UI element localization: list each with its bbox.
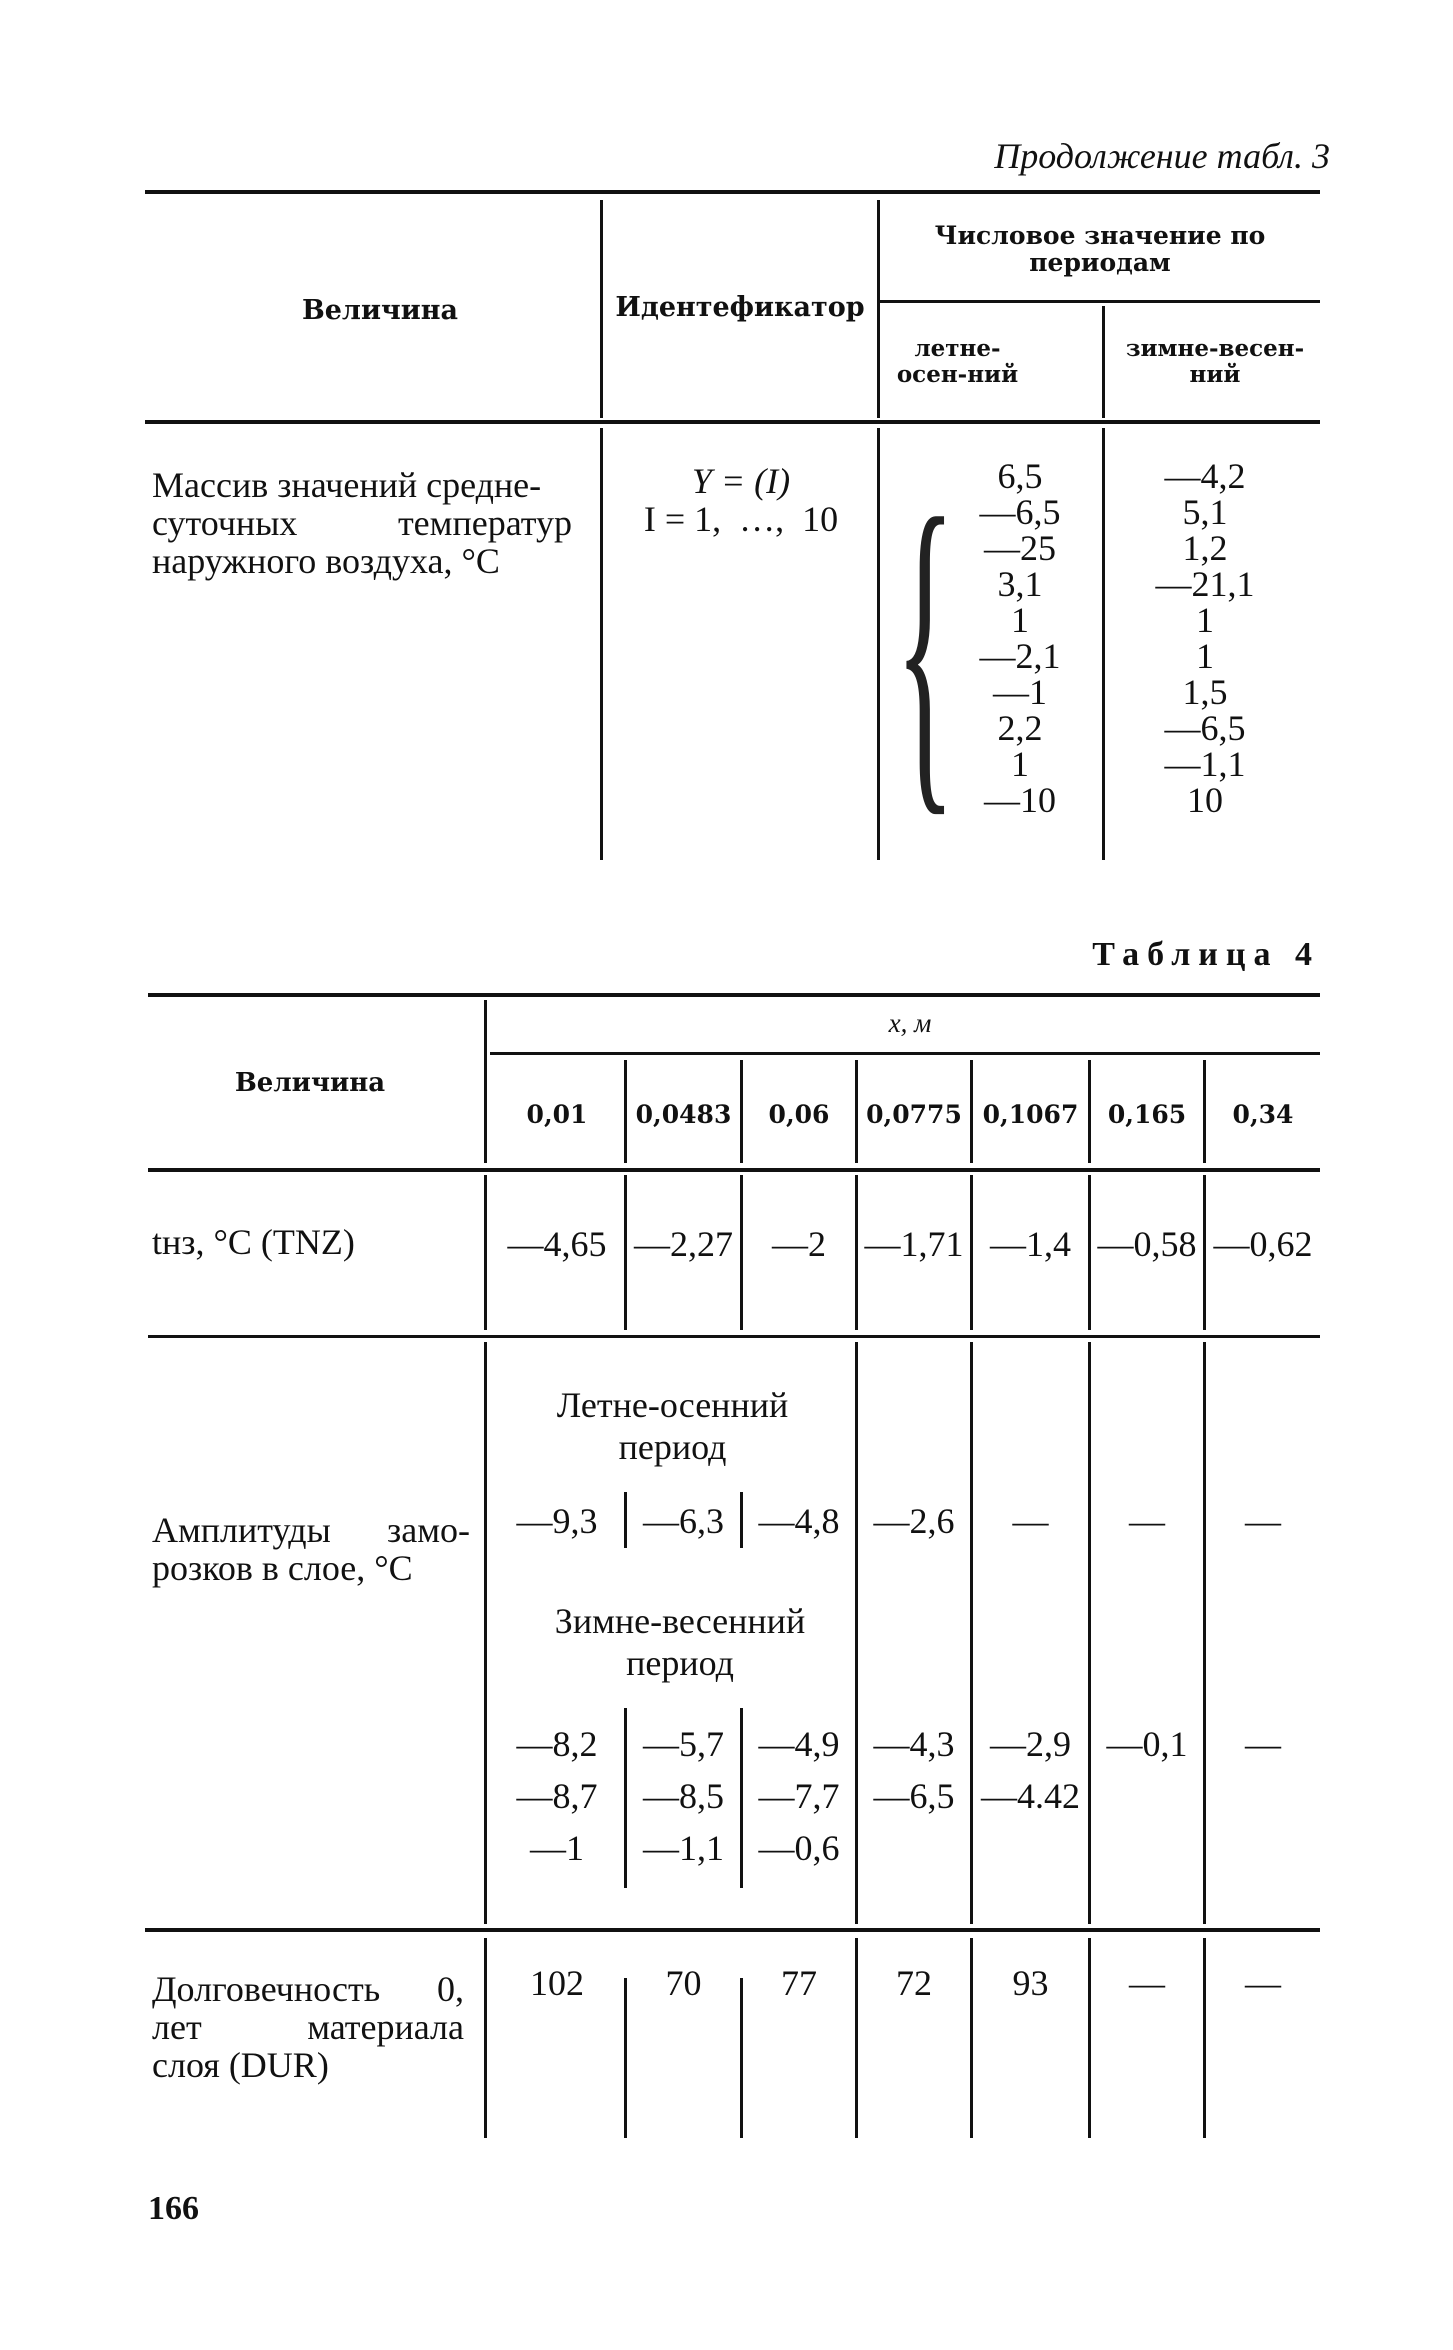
label-word-material: материала <box>307 2007 464 2047</box>
label-word-amplitudes: Амплитуды <box>152 1510 331 1550</box>
winter-amplitude: —8,5 <box>643 1776 724 1816</box>
row-label-amplitude <box>152 1511 470 1587</box>
winter-amplitude: —4,9 <box>758 1724 840 1764</box>
label-word-durability: Долговечность <box>152 1969 381 2009</box>
label-line-2 <box>152 2008 464 2046</box>
summer-amplitude: —2,6 <box>873 1501 955 1541</box>
summer-amplitude: —4,8 <box>758 1501 840 1541</box>
durability-value: 102 <box>530 1963 584 2003</box>
x-value: 0,1067 <box>982 1100 1079 1129</box>
winter-amplitude-col <box>1091 1718 1203 1770</box>
winter-amplitude: —2,9 <box>990 1724 1071 1764</box>
header-identifier: Идентефикатор <box>615 292 865 323</box>
winter-amplitude-col <box>1206 1718 1320 1770</box>
tnz-value: —4,65 <box>507 1224 607 1264</box>
x-value: 0,06 <box>768 1100 830 1129</box>
row-label-temperature-array <box>152 466 572 580</box>
winter-amplitude: —8,7 <box>516 1776 598 1816</box>
tnz-value: —1,4 <box>990 1224 1071 1264</box>
header-quantity: Величина <box>301 295 459 326</box>
label-line-3: наружного воздуха, °С <box>152 541 500 581</box>
row-label-durability <box>152 1970 464 2084</box>
value: —21,1 <box>1155 564 1255 604</box>
label-word-daily: суточных <box>152 503 298 543</box>
winter-amplitude-col <box>743 1718 855 1874</box>
durability-value: 70 <box>665 1963 702 2003</box>
identifier-line-1: Y = (I) <box>691 461 791 501</box>
value: 1 <box>1011 600 1029 640</box>
winter-amplitude: —5,7 <box>643 1724 724 1764</box>
label-word-temperatures: температур <box>397 503 572 543</box>
winter-amplitude: —6,5 <box>873 1776 955 1816</box>
table4-header-quantity: Величина <box>234 1068 386 1098</box>
x-value: 0,0483 <box>635 1100 732 1129</box>
value: 6,5 <box>997 456 1043 496</box>
value: 2,2 <box>997 708 1043 748</box>
label-line-3: слоя (DUR) <box>152 2045 329 2085</box>
summer-period-caption: Летне-осенний период <box>556 1385 789 1467</box>
summer-amplitude: — <box>1245 1501 1281 1541</box>
winter-spring-values <box>1125 458 1285 818</box>
tnz-value: —0,62 <box>1213 1224 1313 1264</box>
table4-header-x: x, м <box>888 1008 932 1038</box>
label-line-1 <box>152 1511 470 1549</box>
winter-amplitude: — <box>1245 1724 1281 1764</box>
table4-title: Таблица 4 <box>1092 936 1320 973</box>
winter-amplitude-col <box>973 1718 1088 1822</box>
durability-value: 77 <box>781 1963 817 2003</box>
summer-amplitude: — <box>1129 1501 1165 1541</box>
tnz-value: —2,27 <box>634 1224 733 1264</box>
value: —6,5 <box>979 492 1061 532</box>
label-word-frost: замо- <box>387 1510 470 1550</box>
value: 3,1 <box>997 564 1043 604</box>
tnz-value: —2 <box>772 1224 826 1264</box>
winter-amplitude-col <box>858 1718 970 1822</box>
value: 1,5 <box>1182 672 1228 712</box>
winter-amplitude: —4,3 <box>873 1724 955 1764</box>
durability-value: — <box>1245 1963 1281 2003</box>
value: —4,2 <box>1164 456 1246 496</box>
identifier-cell <box>612 462 870 538</box>
header-winter-spring: зимне-весен-ний <box>1125 335 1305 388</box>
summer-amplitude: — <box>1012 1501 1049 1541</box>
value: —1,1 <box>1164 744 1246 784</box>
page-number: 166 <box>148 2190 199 2227</box>
durability-value: — <box>1129 1963 1165 2003</box>
value: —1 <box>993 672 1047 712</box>
winter-amplitude-col <box>490 1718 624 1874</box>
winter-amplitude: —8,2 <box>516 1724 598 1764</box>
value: 5,1 <box>1182 492 1228 532</box>
winter-amplitude: —1,1 <box>643 1828 724 1868</box>
header-summer-autumn: летне-осен-ний <box>896 335 1019 388</box>
value: 1 <box>1196 636 1214 676</box>
value: 1 <box>1196 600 1214 640</box>
label-word-zero: 0, <box>437 1969 464 2009</box>
label-line-1 <box>152 1970 464 2008</box>
label-line-2 <box>152 504 572 542</box>
summer-amplitude: —6,3 <box>643 1501 724 1541</box>
winter-amplitude-col <box>627 1718 740 1874</box>
label-line-2: розков в слое, °С <box>152 1548 413 1588</box>
value: —6,5 <box>1164 708 1246 748</box>
value: 1 <box>1011 744 1029 784</box>
tnz-value: —0,58 <box>1097 1224 1197 1264</box>
summer-amplitude: —9,3 <box>516 1501 598 1541</box>
x-value: 0,0775 <box>866 1100 962 1129</box>
continuation-title: Продолжение табл. 3 <box>994 136 1330 176</box>
label-word-years: лет <box>152 2007 202 2047</box>
value: 10 <box>1187 780 1223 820</box>
header-numeric-value: Числовое значение по периодам <box>934 221 1266 277</box>
winter-period-caption: Зимне-весенний период <box>554 1601 806 1683</box>
winter-amplitude: —0,1 <box>1106 1724 1188 1764</box>
winter-amplitude: —4.42 <box>981 1776 1080 1816</box>
x-value: 0,165 <box>1107 1100 1187 1129</box>
x-value: 0,01 <box>526 1100 588 1129</box>
winter-amplitude: —0,6 <box>758 1828 840 1868</box>
durability-value: 93 <box>1012 1963 1049 2003</box>
label-line-1: Массив значений средне- <box>152 465 542 505</box>
row-label-tnz: tнз, °C (TNZ) <box>152 1222 355 1262</box>
winter-amplitude: —1 <box>530 1828 584 1868</box>
winter-amplitude: —7,7 <box>758 1776 840 1816</box>
value: —10 <box>984 780 1056 820</box>
value: —25 <box>984 528 1056 568</box>
x-value: 0,34 <box>1232 1100 1294 1129</box>
identifier-line-2: I = 1, …, 10 <box>643 499 839 539</box>
tnz-value: —1,71 <box>864 1224 964 1264</box>
durability-value: 72 <box>896 1963 932 2003</box>
value: —2,1 <box>979 636 1061 676</box>
brace-icon: { <box>895 445 956 844</box>
value: 1,2 <box>1182 528 1228 568</box>
summer-autumn-values <box>945 458 1095 818</box>
